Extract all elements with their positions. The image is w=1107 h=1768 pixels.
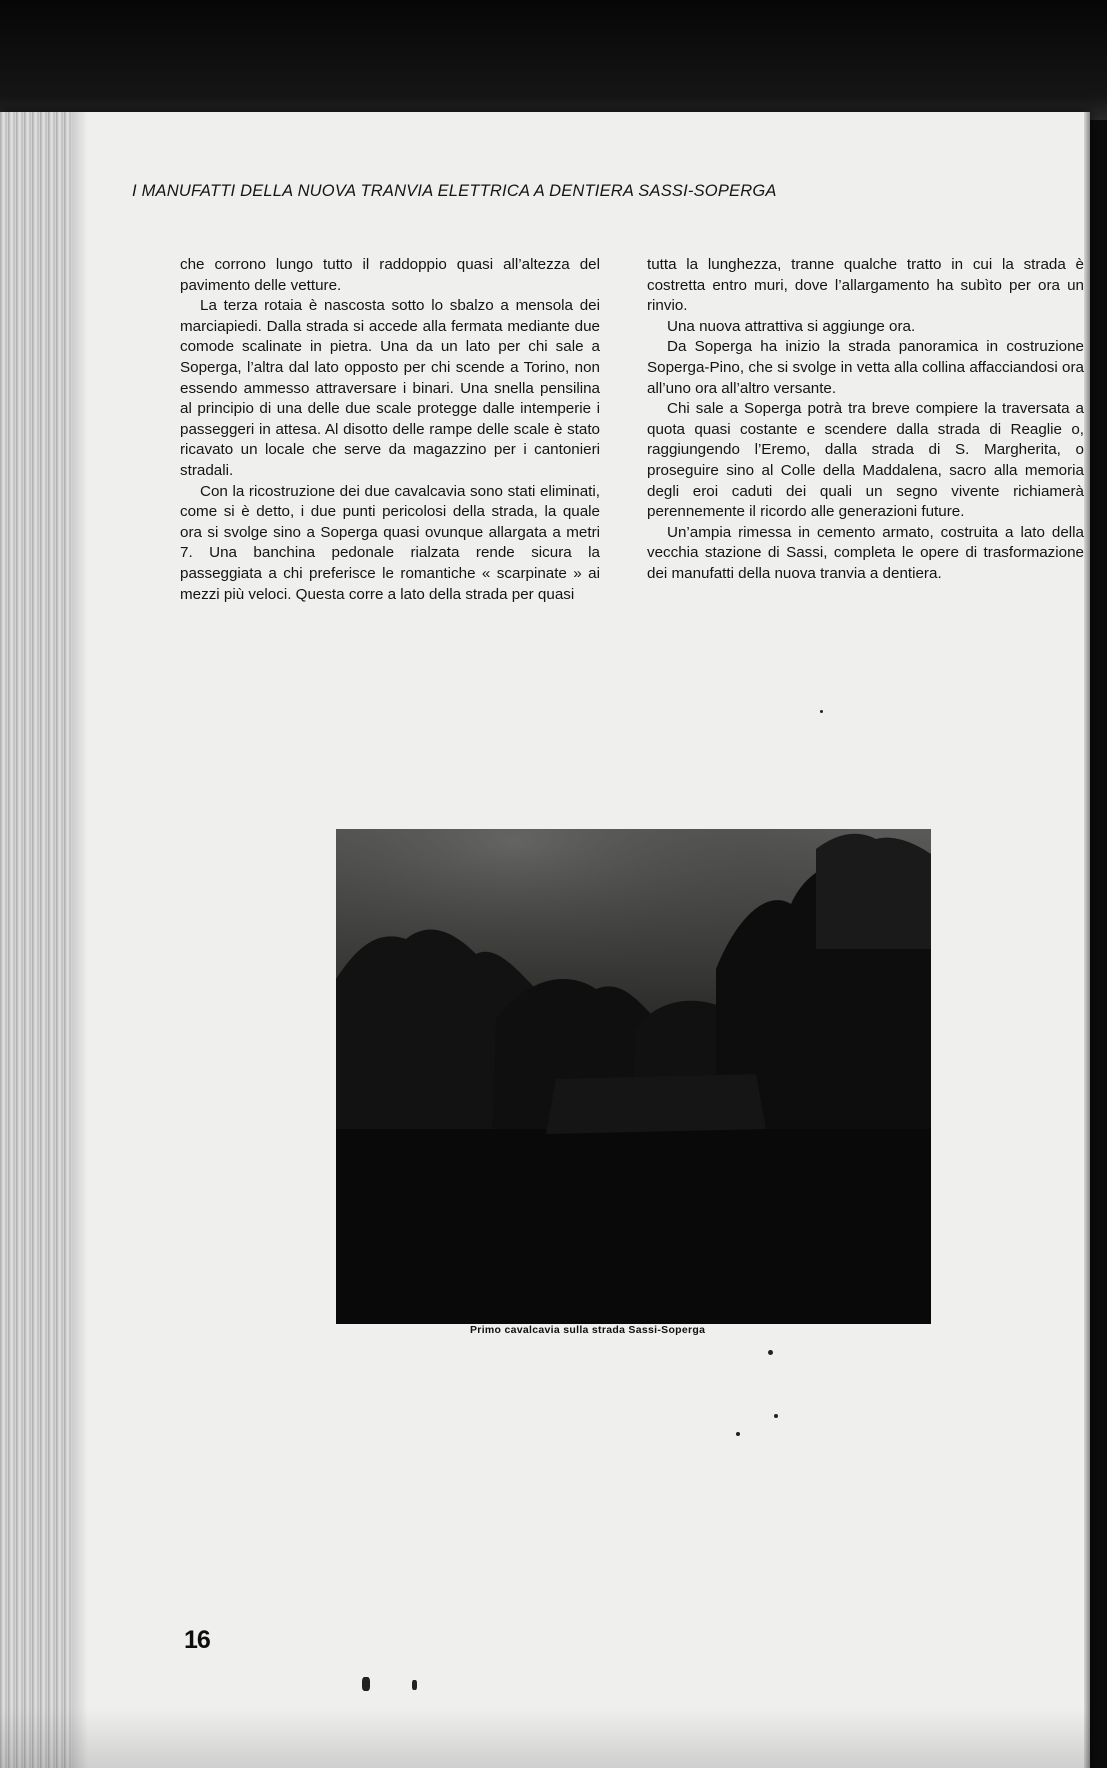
print-speck — [768, 1350, 773, 1355]
page-right-edge — [1084, 112, 1090, 1768]
paragraph: Da Soperga ha inizio la strada panoramica in costruzione Soperga-Pino, che si svolge in vetta alla collina affacciandosi ora all’uno ora all’altro versante. — [647, 338, 1084, 397]
page-number: 16 — [184, 1626, 210, 1654]
print-speck — [820, 710, 823, 713]
figure-caption: Primo cavalcavia sulla strada Sassi-Soperga — [470, 1324, 706, 1336]
paragraph: La terza rotaia è nascosta sotto lo sbalzo a mensola dei marciapiedi. Dalla strada si accede alla fermata mediante due comode scalinate in pietra. Una da un lato per chi sale a Soperga, l’altra dal lato opposto per chi scende a Torino, non essendo ammesso attraversare i binari. Una snella pensilina al principio di una delle due scale protegge dalle intemperie i passeggeri in attesa. Al disotto delle rampe delle scale è stato ricavato un locale che serve da magazzino per i cantonieri stradali. — [180, 297, 600, 479]
print-speck — [362, 1677, 370, 1691]
book-page — [0, 112, 1090, 1768]
paragraph: tutta la lunghezza, tranne qualche tratto in cui la strada è costretta entro muri, dove l’allargamento ha subìto per ora un rinvio. — [647, 256, 1084, 315]
scan-top-background — [0, 0, 1107, 120]
page-stack-edges — [0, 112, 72, 1768]
viaduct-photograph — [336, 829, 931, 1324]
text-column-right — [647, 255, 1084, 585]
print-speck — [774, 1414, 778, 1418]
paragraph: Una nuova attrattiva si aggiunge ora. — [667, 317, 916, 335]
paragraph: che corrono lungo tutto il raddoppio quasi all’altezza del pavimento delle vetture. — [180, 256, 600, 294]
photograph-image — [336, 829, 931, 1324]
paragraph: Con la ricostruzione dei due cavalcavia sono stati eliminati, come si è detto, i due punti pericolosi della strada, la quale ora si svolge sino a Soperga quasi ovunque allargata a metri 7. Una banchina pedonale rialzata rende sicura la passeggiata a chi preferisce le romantiche « scarpinate » ai mezzi più veloci. Questa corre a lato della strada per quasi — [180, 482, 600, 603]
print-speck — [412, 1680, 417, 1690]
text-column-left — [180, 255, 600, 605]
page-bottom-shadow — [0, 1708, 1090, 1768]
print-speck — [736, 1432, 740, 1436]
paragraph: Chi sale a Soperga potrà tra breve compiere la traversata a quota quasi costante e scendere dalla strada di Reaglie o, raggiungendo l’Eremo, dalla strada di S. Margherita, o proseguire sino al Colle della Maddalena, sacro alla memoria degli eroi caduti dei quali un segno vivente richiamerà perennemente il ricordo alle generazioni future. — [647, 400, 1084, 521]
running-title: I MANUFATTI DELLA NUOVA TRANVIA ELETTRICA A DENTIERA SASSI-SOPERGA — [132, 182, 777, 200]
paragraph: Un’ampia rimessa in cemento armato, costruita a lato della vecchia stazione di Sassi, completa le opere di trasformazione dei manufatti della nuova tranvia a dentiera. — [647, 523, 1084, 582]
